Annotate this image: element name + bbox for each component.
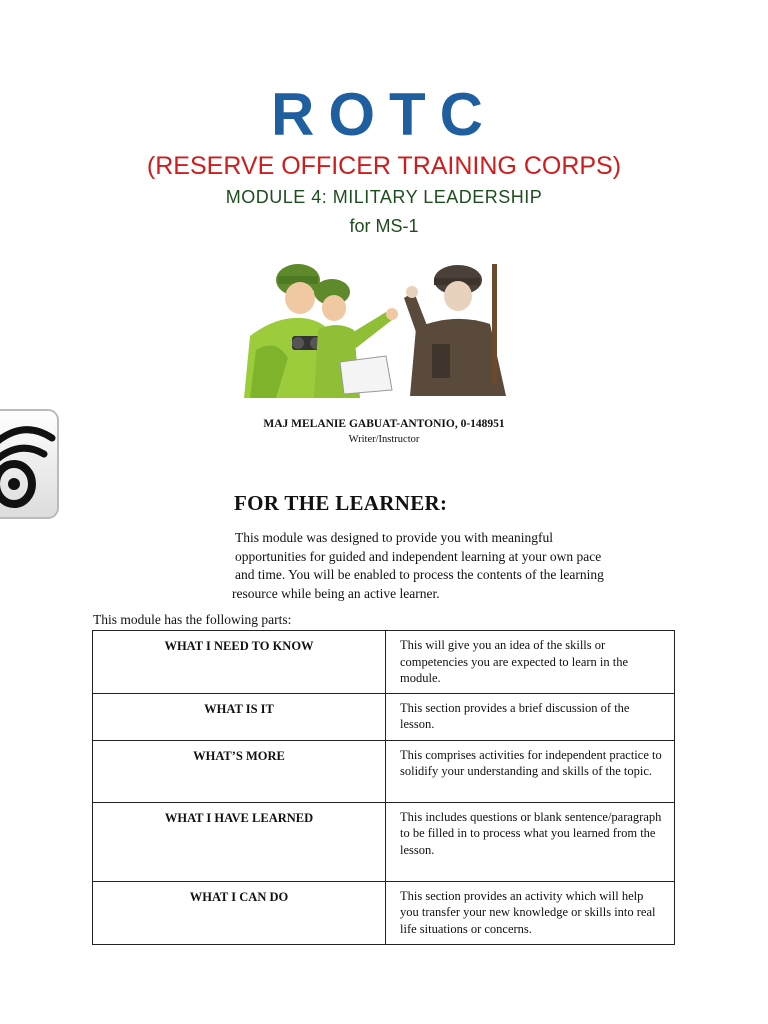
part-description: This includes questions or blank sentence/paragraph to be filled in to process what you learned from the lesson. xyxy=(386,802,675,881)
table-row xyxy=(93,740,675,802)
author-name: MAJ MELANIE GABUAT-ANTONIO, 0-148951 xyxy=(263,418,505,430)
part-name: WHAT IS IT xyxy=(93,693,386,740)
module-title: MODULE 4: MILITARY LEADERSHIP xyxy=(225,187,543,207)
table-row xyxy=(93,881,675,944)
part-description: This section provides a brief discussion of the lesson. xyxy=(386,693,675,740)
soldier-pointing xyxy=(314,279,398,398)
author-role: Writer/Instructor xyxy=(348,434,420,445)
intro-line: This module was designed to provide you with meaningful xyxy=(235,530,553,545)
part-description: This comprises activities for independent practice to solidify your understanding and skills of the topic. xyxy=(386,740,675,802)
intro-line: resource while being an active learner. xyxy=(232,585,440,601)
part-name: WHAT I HAVE LEARNED xyxy=(93,802,386,881)
part-description: This section provides an activity which will help you transfer your new knowledge or skills into real life situations or concerns. xyxy=(386,881,675,944)
module-parts-table xyxy=(92,630,675,945)
wifi-icon xyxy=(0,408,60,520)
rotc-logo: ROTC xyxy=(271,81,497,148)
learner-intro xyxy=(232,529,672,603)
audience-label: for MS-1 xyxy=(349,216,419,236)
table-row xyxy=(93,631,675,694)
part-name: WHAT I NEED TO KNOW xyxy=(93,631,386,694)
intro-line: and time. You will be enabled to process the contents of the learning xyxy=(235,567,604,582)
parts-label: This module has the following parts: xyxy=(93,612,292,627)
soldiers-illustration xyxy=(236,258,526,403)
soldier-saluting xyxy=(404,264,506,396)
part-description: This will give you an idea of the skills or competencies you are expected to learn in the module. xyxy=(386,631,675,694)
part-name: WHAT I CAN DO xyxy=(93,881,386,944)
intro-line: opportunities for guided and independent learning at your own pace xyxy=(235,548,602,564)
table-row xyxy=(93,693,675,740)
table-row xyxy=(93,802,675,881)
corps-subtitle: (RESERVE OFFICER TRAINING CORPS) xyxy=(146,152,622,180)
learner-heading: FOR THE LEARNER: xyxy=(234,491,448,515)
part-name: WHAT’S MORE xyxy=(93,740,386,802)
